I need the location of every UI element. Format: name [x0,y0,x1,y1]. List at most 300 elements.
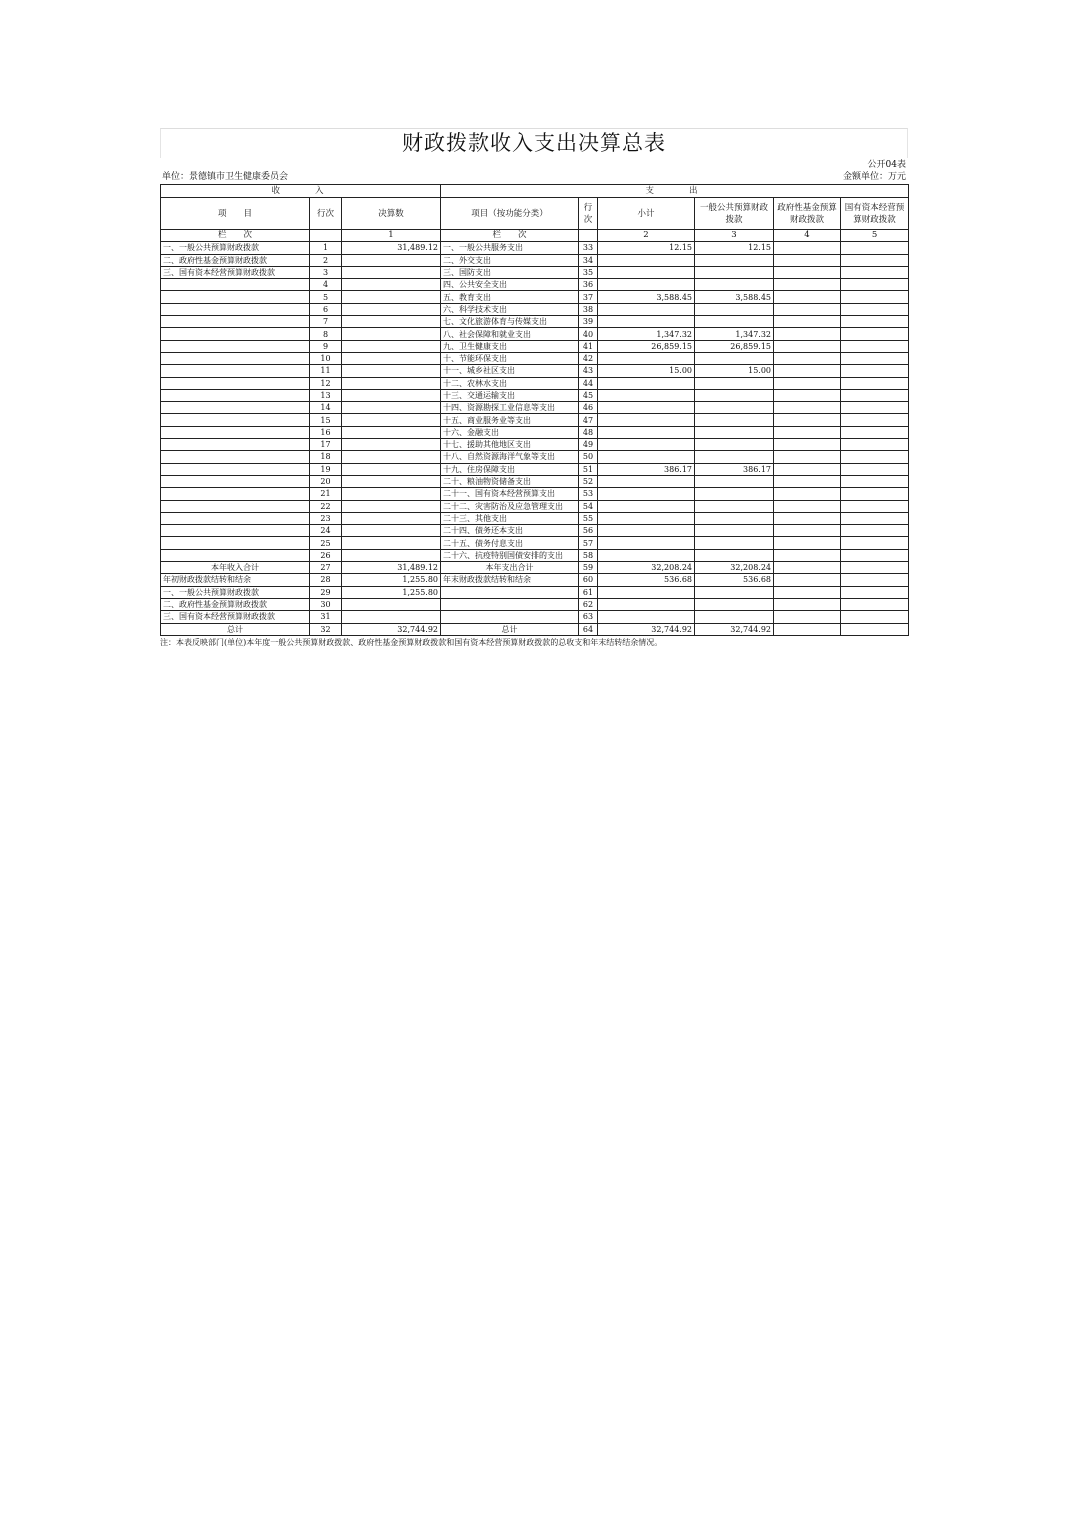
income-amount-cell [342,389,441,401]
gov-fund-cell [774,611,841,623]
expense-line-no-cell: 61 [579,586,598,598]
expense-line-no-cell: 43 [579,365,598,377]
subtotal-cell: 32,744.92 [598,623,695,635]
table-body [161,242,909,636]
subtotal-cell: 32,208.24 [598,562,695,574]
income-amount-cell [342,463,441,475]
table-row [161,414,909,426]
income-line-no-cell: 12 [310,377,342,389]
subtotal-cell [598,475,695,487]
income-item-cell [161,512,310,524]
expense-line-no-cell: 39 [579,316,598,328]
table-row [161,254,909,266]
subtotal-cell [598,451,695,463]
income-line-no-cell: 21 [310,488,342,500]
income-line-no-cell: 8 [310,328,342,340]
table-row [161,352,909,364]
general-budget-cell [695,316,774,328]
income-line-no-cell: 11 [310,365,342,377]
expense-item-cell: 十八、自然资源海洋气象等支出 [441,451,579,463]
state-capital-cell [841,463,909,475]
expense-line-no-cell: 47 [579,414,598,426]
general-budget-cell: 536.68 [695,574,774,586]
gov-fund-cell [774,316,841,328]
income-line-no-cell: 22 [310,500,342,512]
gov-fund-cell [774,389,841,401]
gov-fund-cell [774,242,841,254]
income-line-no-cell: 24 [310,525,342,537]
gov-fund-cell [774,451,841,463]
income-line-no-cell: 2 [310,254,342,266]
general-budget-cell [695,279,774,291]
income-amount-cell [342,537,441,549]
state-capital-cell [841,279,909,291]
expense-item-cell: 十七、援助其他地区支出 [441,439,579,451]
income-item-cell: 三、国有资本经营预算财政拨款 [161,266,310,278]
income-line-no-cell: 13 [310,389,342,401]
expense-line-no-cell: 50 [579,451,598,463]
expense-line-no-cell: 54 [579,500,598,512]
header-final-amount: 决算数 [342,198,441,230]
header-expense-line-no: 行次 [579,198,598,230]
expense-item-cell: 总计 [441,623,579,635]
income-amount-cell [342,426,441,438]
subtotal-cell [598,279,695,291]
state-capital-cell [841,574,909,586]
expense-item-cell [441,611,579,623]
income-amount-cell [342,402,441,414]
state-capital-cell [841,586,909,598]
income-line-no-cell: 10 [310,352,342,364]
subtotal-cell [598,549,695,561]
expense-item-cell: 十一、城乡社区支出 [441,365,579,377]
income-amount-cell: 1,255.80 [342,586,441,598]
expense-line-no-cell: 58 [579,549,598,561]
income-line-no-cell: 1 [310,242,342,254]
income-amount-cell: 32,744.92 [342,623,441,635]
gov-fund-cell [774,475,841,487]
state-capital-cell [841,365,909,377]
table-row [161,475,909,487]
form-code-row [160,158,908,171]
income-amount-cell [342,254,441,266]
table-row [161,574,909,586]
income-item-cell [161,291,310,303]
subtotal-cell [598,389,695,401]
table-row [161,402,909,414]
subtotal-cell [598,488,695,500]
table-row [161,242,909,254]
expense-item-cell: 二十三、其他支出 [441,512,579,524]
income-amount-cell [342,451,441,463]
state-capital-cell [841,242,909,254]
gov-fund-cell [774,303,841,315]
subtotal-cell [598,266,695,278]
income-item-cell [161,402,310,414]
income-item-cell [161,549,310,561]
table-row [161,451,909,463]
income-amount-cell [342,475,441,487]
gov-fund-cell [774,279,841,291]
income-amount-cell [342,303,441,315]
column-label-expense: 栏 次 [441,230,579,242]
income-amount-cell [342,500,441,512]
income-item-cell: 总计 [161,623,310,635]
empty-cell [310,230,342,242]
table-row [161,611,909,623]
income-item-cell: 一、一般公共预算财政拨款 [161,586,310,598]
income-amount-cell [342,352,441,364]
general-budget-cell [695,352,774,364]
income-line-no-cell: 31 [310,611,342,623]
income-line-no-cell: 7 [310,316,342,328]
expense-item-cell: 二十六、抗疫特别国债安排的支出 [441,549,579,561]
expense-line-no-cell: 34 [579,254,598,266]
table-row [161,266,909,278]
general-budget-cell: 12.15 [695,242,774,254]
income-line-no-cell: 15 [310,414,342,426]
state-capital-cell [841,488,909,500]
expense-line-no-cell: 42 [579,352,598,364]
general-budget-cell [695,549,774,561]
income-line-no-cell: 32 [310,623,342,635]
table-row [161,598,909,610]
table-row [161,623,909,635]
income-amount-cell: 1,255.80 [342,574,441,586]
income-item-cell [161,537,310,549]
income-item-cell [161,352,310,364]
expense-item-cell [441,586,579,598]
expense-line-no-cell: 48 [579,426,598,438]
unit-label: 单位：景德镇市卫生健康委员会 [162,172,289,182]
expense-item-cell: 八、社会保障和就业支出 [441,328,579,340]
income-amount-cell [342,266,441,278]
gov-fund-cell [774,328,841,340]
table-row [161,328,909,340]
column-label-income: 栏 次 [161,230,310,242]
expense-line-no-cell: 56 [579,525,598,537]
general-budget-cell [695,500,774,512]
gov-fund-cell [774,512,841,524]
expense-line-no-cell: 33 [579,242,598,254]
expense-line-no-cell: 55 [579,512,598,524]
general-budget-cell [695,439,774,451]
state-capital-cell [841,316,909,328]
general-budget-cell [695,254,774,266]
income-amount-cell [342,439,441,451]
expense-item-cell: 六、科学技术支出 [441,303,579,315]
expense-item-cell: 十九、住房保障支出 [441,463,579,475]
gov-fund-cell [774,500,841,512]
subtotal-cell [598,611,695,623]
column-header-row [161,198,909,230]
expense-item-cell: 十三、交通运输支出 [441,389,579,401]
income-item-cell [161,451,310,463]
subtotal-cell [598,316,695,328]
income-section-header: 收 入 [161,185,441,198]
gov-fund-cell [774,463,841,475]
income-item-cell [161,500,310,512]
income-line-no-cell: 30 [310,598,342,610]
general-budget-cell [695,402,774,414]
income-item-cell [161,488,310,500]
general-budget-cell [695,389,774,401]
income-line-no-cell: 14 [310,402,342,414]
income-line-no-cell: 29 [310,586,342,598]
gov-fund-cell [774,574,841,586]
expense-section-header: 支 出 [441,185,909,198]
subtotal-cell [598,598,695,610]
income-line-no-cell: 26 [310,549,342,561]
expense-line-no-cell: 63 [579,611,598,623]
general-budget-cell: 3,588.45 [695,291,774,303]
table-row [161,488,909,500]
gov-fund-cell [774,291,841,303]
income-item-cell: 二、政府性基金预算财政拨款 [161,598,310,610]
state-capital-cell [841,389,909,401]
subtotal-cell [598,439,695,451]
expense-item-cell: 二十一、国有资本经营预算支出 [441,488,579,500]
state-capital-cell [841,611,909,623]
income-amount-cell [342,279,441,291]
income-amount-cell [342,598,441,610]
income-item-cell [161,303,310,315]
income-item-cell [161,414,310,426]
income-amount-cell [342,414,441,426]
income-item-cell [161,328,310,340]
expense-item-cell: 九、卫生健康支出 [441,340,579,352]
subtotal-cell [598,254,695,266]
expense-item-cell: 十二、农林水支出 [441,377,579,389]
general-budget-cell [695,426,774,438]
income-item-cell [161,377,310,389]
subtotal-cell [598,525,695,537]
expense-item-cell: 十四、资源勘探工业信息等支出 [441,402,579,414]
subtotal-cell [598,352,695,364]
income-amount-cell [342,377,441,389]
general-budget-cell [695,451,774,463]
header-gov-fund: 政府性基金预算财政拨款 [774,198,841,230]
expense-line-no-cell: 60 [579,574,598,586]
empty-cell [579,230,598,242]
income-line-no-cell: 17 [310,439,342,451]
income-item-cell: 二、政府性基金预算财政拨款 [161,254,310,266]
income-line-no-cell: 25 [310,537,342,549]
subtotal-cell: 1,347.32 [598,328,695,340]
report-sheet [160,128,908,648]
expense-item-cell: 二十二、灾害防治及应急管理支出 [441,500,579,512]
income-item-cell [161,365,310,377]
gov-fund-cell [774,365,841,377]
table-row [161,303,909,315]
general-budget-cell [695,377,774,389]
expense-line-no-cell: 44 [579,377,598,389]
state-capital-cell [841,475,909,487]
gov-fund-cell [774,340,841,352]
state-capital-cell [841,500,909,512]
general-budget-cell [695,598,774,610]
expense-line-no-cell: 36 [579,279,598,291]
income-item-cell [161,463,310,475]
state-capital-cell [841,525,909,537]
gov-fund-cell [774,352,841,364]
table-row [161,586,909,598]
general-budget-cell [695,611,774,623]
income-line-no-cell: 9 [310,340,342,352]
income-amount-cell [342,611,441,623]
income-item-cell [161,475,310,487]
amount-unit: 金额单位：万元 [842,172,906,182]
state-capital-cell [841,537,909,549]
income-amount-cell [342,512,441,524]
expense-item-cell: 二十四、债务还本支出 [441,525,579,537]
header-subtotal: 小计 [598,198,695,230]
general-budget-cell: 26,859.15 [695,340,774,352]
general-budget-cell [695,414,774,426]
gov-fund-cell [774,402,841,414]
state-capital-cell [841,426,909,438]
table-row [161,279,909,291]
income-amount-cell [342,340,441,352]
subtotal-cell [598,426,695,438]
state-capital-cell [841,623,909,635]
expense-line-no-cell: 41 [579,340,598,352]
gov-fund-cell [774,266,841,278]
expense-line-no-cell: 53 [579,488,598,500]
table-row [161,549,909,561]
subtotal-cell: 12.15 [598,242,695,254]
report-title: 财政拨款收入支出决算总表 [160,128,908,158]
income-item-cell [161,525,310,537]
subtotal-cell [598,512,695,524]
subtotal-cell: 386.17 [598,463,695,475]
income-amount-cell [342,525,441,537]
general-budget-cell [695,537,774,549]
state-capital-cell [841,340,909,352]
table-row [161,525,909,537]
expense-line-no-cell: 59 [579,562,598,574]
footnote: 注：本表反映部门(单位)本年度一般公共预算财政拨款、政府性基金预算财政拨款和国有资本经营预算财政拨款的总收支和年末结转结余情况。 [160,637,663,647]
general-budget-cell [695,586,774,598]
subtotal-cell [598,586,695,598]
unit-row [160,171,908,184]
state-capital-cell [841,254,909,266]
column-index-3: 3 [695,230,774,242]
expense-item-cell: 一、一般公共服务支出 [441,242,579,254]
state-capital-cell [841,598,909,610]
state-capital-cell [841,402,909,414]
income-amount-cell [342,549,441,561]
gov-fund-cell [774,426,841,438]
expense-line-no-cell: 40 [579,328,598,340]
general-budget-cell: 1,347.32 [695,328,774,340]
expense-item-cell: 十五、商业服务业等支出 [441,414,579,426]
subtotal-cell [598,377,695,389]
state-capital-cell [841,414,909,426]
income-line-no-cell: 19 [310,463,342,475]
income-line-no-cell: 3 [310,266,342,278]
expense-line-no-cell: 38 [579,303,598,315]
income-amount-cell [342,488,441,500]
expense-line-no-cell: 49 [579,439,598,451]
table-row [161,316,909,328]
state-capital-cell [841,377,909,389]
expense-line-no-cell: 57 [579,537,598,549]
expense-item-cell: 三、国防支出 [441,266,579,278]
gov-fund-cell [774,414,841,426]
income-amount-cell: 31,489.12 [342,562,441,574]
expense-item-cell: 二、外交支出 [441,254,579,266]
table-row [161,500,909,512]
gov-fund-cell [774,623,841,635]
column-index-2: 2 [598,230,695,242]
expense-line-no-cell: 62 [579,598,598,610]
expense-item-cell: 五、教育支出 [441,291,579,303]
general-budget-cell [695,475,774,487]
table-row [161,426,909,438]
expense-line-no-cell: 37 [579,291,598,303]
income-line-no-cell: 23 [310,512,342,524]
income-item-cell: 三、国有资本经营预算财政拨款 [161,611,310,623]
table-row [161,291,909,303]
expense-item-cell [441,598,579,610]
expense-line-no-cell: 51 [579,463,598,475]
table-row [161,439,909,451]
general-budget-cell [695,512,774,524]
expense-item-cell: 二十五、债务付息支出 [441,537,579,549]
state-capital-cell [841,512,909,524]
state-capital-cell [841,562,909,574]
header-item-by-function: 项目（按功能分类） [441,198,579,230]
gov-fund-cell [774,488,841,500]
income-line-no-cell: 5 [310,291,342,303]
table-row [161,512,909,524]
income-line-no-cell: 18 [310,451,342,463]
income-item-cell [161,426,310,438]
header-income-line-no: 行次 [310,198,342,230]
income-amount-cell [342,291,441,303]
income-item-cell: 年初财政拨款结转和结余 [161,574,310,586]
gov-fund-cell [774,439,841,451]
header-general-budget: 一般公共预算财政拨款 [695,198,774,230]
appropriation-table [160,184,909,636]
income-item-cell [161,340,310,352]
expense-item-cell: 年末财政拨款结转和结余 [441,574,579,586]
income-line-no-cell: 4 [310,279,342,291]
table-row [161,365,909,377]
income-line-no-cell: 16 [310,426,342,438]
income-line-no-cell: 20 [310,475,342,487]
general-budget-cell: 386.17 [695,463,774,475]
form-code: 公开04表 [867,160,906,170]
income-item-cell: 本年收入合计 [161,562,310,574]
section-header-row [161,185,909,198]
subtotal-cell [598,303,695,315]
income-amount-cell [342,365,441,377]
gov-fund-cell [774,562,841,574]
gov-fund-cell [774,537,841,549]
expense-item-cell: 十、节能环保支出 [441,352,579,364]
table-row [161,562,909,574]
expense-line-no-cell: 52 [579,475,598,487]
gov-fund-cell [774,377,841,389]
state-capital-cell [841,328,909,340]
table-row [161,340,909,352]
income-amount-cell: 31,489.12 [342,242,441,254]
state-capital-cell [841,439,909,451]
column-index-4: 4 [774,230,841,242]
column-index-1: 1 [342,230,441,242]
